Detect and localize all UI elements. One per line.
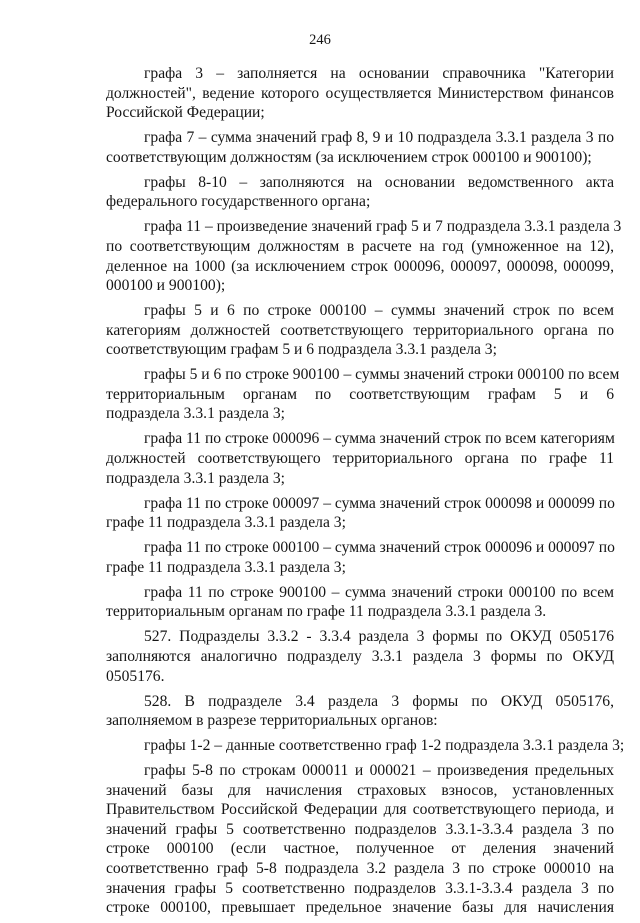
paragraph <box>106 736 625 756</box>
paragraph <box>106 692 614 731</box>
text-line: графе 11 подраздела 3.3.1 раздела 3; <box>106 514 346 532</box>
text-line: графа 11 – произведение значений граф 5 и 7 подраздела 3.3.1 раздела 3 <box>144 218 622 236</box>
text-line: соответственно граф 5-8 подраздела 3.2 раздела 3 по строке 000010 на <box>106 860 614 878</box>
text-line: графа 3 – заполняется на основании справочника "Категории <box>144 65 614 82</box>
text-line: графы 5 и 6 по строке 900100 – суммы значений строки 000100 по всем <box>144 366 620 384</box>
text-line: Российской Федерации; <box>106 104 265 122</box>
text-line: значений графы 5 соответственно подразделов 3.3.1-3.3.4 раздела 3 по <box>106 820 614 838</box>
paragraph <box>106 217 622 295</box>
text-line: графы 8-10 – заполняются на основании ведомственного акта <box>144 173 614 191</box>
text-line: соответствующим должностям (за исключением строк 000100 и 900100); <box>106 148 592 166</box>
text-line: по соответствующим должностям в расчете на год (умноженное на 12), <box>106 237 614 255</box>
text-line: территориальным органам по графе 11 подраздела 3.3.1 раздела 3. <box>106 603 547 621</box>
text-line: Правительством Российской Федерации для соответствующего периода, и <box>106 801 614 819</box>
paragraph <box>106 365 620 424</box>
text-line: графы 5 и 6 по строке 000100 – суммы значений строк по всем <box>144 302 614 320</box>
text-line: 527. Подразделы 3.3.2 - 3.3.4 раздела 3 формы по ОКУД 0505176 <box>144 628 614 646</box>
page-number: 246 <box>309 32 331 48</box>
text-line: графа 11 по строке 000100 – сумма значений строк 000096 и 000097 по <box>144 539 615 557</box>
text-line: значений базы для начисления страховых взносов, установленных <box>106 781 614 799</box>
text-line: графы 1-2 – данные соответственно граф 1-2 подраздела 3.3.1 раздела 3; <box>144 737 625 755</box>
text-line: должностей", ведение которого осуществляется Министерством финансов <box>106 84 614 102</box>
text-line: деленное на 1000 (за исключением строк 000096, 000097, 000098, 000099, <box>106 257 614 275</box>
paragraph <box>106 301 614 360</box>
paragraph <box>106 64 614 123</box>
text-line: федерального государственного органа; <box>106 193 371 211</box>
text-line: заполняемом в разрезе территориальных органов: <box>106 712 438 730</box>
text-line: 000100 и 900100); <box>106 277 226 295</box>
text-line: территориальным органам по соответствующим графам 5 и 6 <box>106 385 614 403</box>
text-line: должностей соответствующего территориального органа по графе 11 <box>106 450 614 468</box>
text-line: заполняются аналогично подразделу 3.3.1 раздела 3 формы по ОКУД <box>106 647 614 665</box>
text-line: строке 000100, превышает предельное значение базы для начисления <box>106 899 614 917</box>
text-line: соответствующим графам 5 и 6 подраздела 3.3.1 раздела 3; <box>106 341 497 359</box>
text-line: подраздела 3.3.1 раздела 3; <box>106 405 285 423</box>
document-body <box>106 64 625 923</box>
text-line: графе 11 подраздела 3.3.1 раздела 3; <box>106 558 346 576</box>
paragraph <box>106 494 614 533</box>
paragraph <box>106 173 614 212</box>
paragraph <box>106 761 614 918</box>
text-line: значения графы 5 соответственно подразделов 3.3.1-3.3.4 раздела 3 по <box>106 879 614 897</box>
paragraph <box>106 583 614 622</box>
text-line: графа 11 по строке 000096 – сумма значений строк по всем категориям <box>144 430 615 448</box>
paragraph <box>106 538 614 577</box>
paragraph <box>106 627 614 686</box>
paragraph <box>106 128 614 167</box>
text-line: графа 11 по строке 900100 – сумма значений строки 000100 по всем <box>144 583 614 601</box>
text-line: 528. В подразделе 3.4 раздела 3 формы по ОКУД 0505176, <box>144 692 614 710</box>
text-line: строке 000100 (если частное, полученное от деления значений <box>106 840 614 858</box>
text-line: графа 11 по строке 000097 – сумма значений строк 000098 и 000099 по <box>144 494 615 512</box>
text-line: подраздела 3.3.1 раздела 3; <box>106 469 285 487</box>
text-line: 0505176. <box>106 667 165 685</box>
text-line: категориям должностей соответствующего территориального органа по <box>106 321 614 339</box>
paragraph <box>106 429 614 488</box>
text-line: графа 7 – сумма значений граф 8, 9 и 10 подраздела 3.3.1 раздела 3 по <box>144 129 614 147</box>
text-line: графы 5-8 по строкам 000011 и 000021 – произведения предельных <box>144 762 614 780</box>
